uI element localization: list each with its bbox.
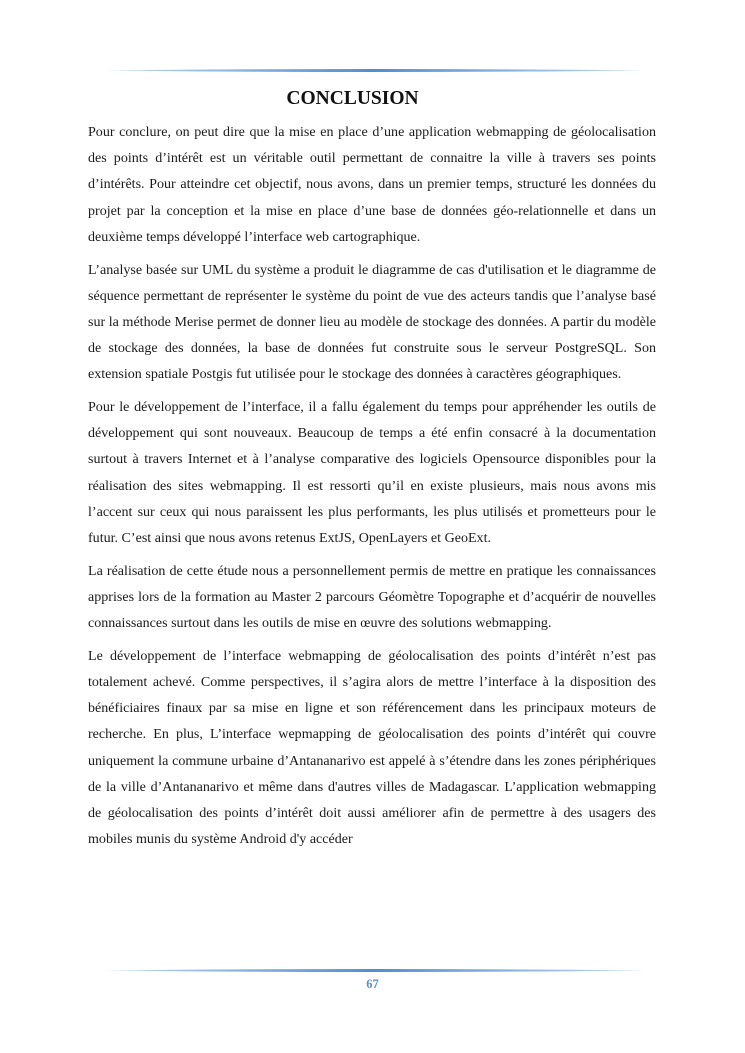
paragraph-3: Pour le développement de l’interface, il a fallu également du temps pour appréhender les outils de développement qui sont nouveaux. Beaucoup de temps a été enfin consacré à la documentation surtout à travers Internet et à l’analyse comparative des logiciels Opensource disponibles pour la réalisation des sites webmapping. Il est ressorti qu’il en existe plusieurs, mais nous avons mis l’accent sur ceux qui nous paraissent les plus performants, les plus utilisés et prometteurs pour le futur. C’est ainsi que nous avons retenus ExtJS, OpenLayers et GeoExt.	[88, 399, 656, 547]
paragraph-1: Pour conclure, on peut dire que la mise en place d’une application webmapping de géolocalisation des points d’intérêt est un véritable outil permettant de connaitre la ville à travers ses points d’intérêts. Pour atteindre cet objectif, nous avons, dans un premier temps, structuré les données du projet par la conception et la mise en place d’une base de données géo-relationnelle et dans un deuxième temps développé l’interface web cartographique.	[88, 124, 656, 245]
paragraph-4: La réalisation de cette étude nous a personnellement permis de mettre en pratique les connaissances apprises lors de la formation au Master 2 parcours Géomètre Topographe et d’acquérir de nouvelles connaissances surtout dans les outils de mise en œuvre des solutions webmapping.	[88, 562, 656, 632]
paragraph-5: Le développement de l’interface webmapping de géolocalisation des points d’intérêt n’est pas totalement achevé. Comme perspectives, il s’agira alors de mettre l’interface à la disposition des bénéficiaires finaux par sa mise en ligne et son référencement dans les principaux moteurs de recherche. En plus, L’interface wepmapping de géolocalisation des points d’intérêt qui couvre uniquement la commune urbaine d’Antananarivo est appelé à s’étendre dans les zones périphériques de la ville d’Antananarivo et même dans d'autres villes de Madagascar. L’application webmapping de géolocalisation des points d’intérêt doit aussi améliorer afin de permettre à des usagers des mobiles munis du système Android d'y accéder	[88, 647, 656, 848]
page-number: 67	[366, 977, 379, 991]
body-text	[88, 119, 656, 859]
page-title: CONCLUSION	[286, 88, 419, 109]
footer-rule	[104, 968, 644, 973]
paragraph-2: L’analyse basée sur UML du système a produit le diagramme de cas d'utilisation et le diagramme de séquence permettant de représenter le système du point de vue des acteurs tandis que l’analyse basé sur la méthode Merise permet de donner lieu au modèle de stockage des données. A partir du modèle de stockage des données, la base de données fut construite sous le serveur PostgreSQL. Son extension spatiale Postgis fut utilisée pour le stockage des données à caractères géographiques.	[88, 261, 656, 383]
header-rule	[104, 68, 644, 73]
